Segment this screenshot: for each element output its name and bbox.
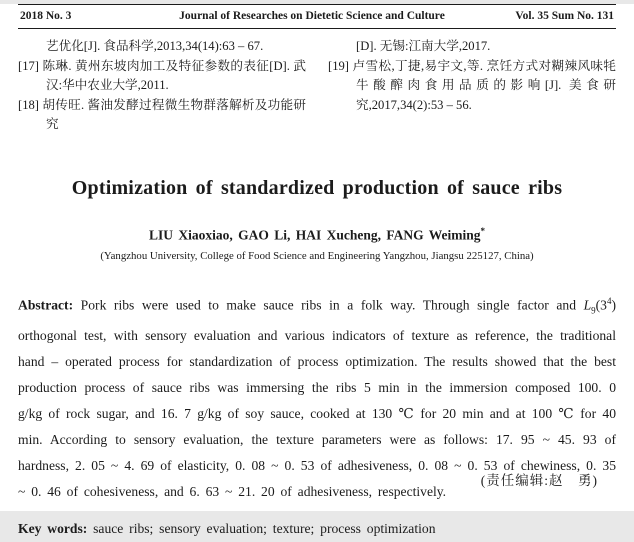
responsible-editor: (责任编辑:赵 勇): [480, 473, 598, 488]
orthogonal-array-base: (3: [595, 297, 607, 313]
reference-18: [18] 胡传旺. 酱油发酵过程微生物群落解析及功能研究: [18, 97, 306, 131]
corresponding-author-mark: *: [480, 225, 486, 236]
author-line: [18, 226, 616, 244]
orthogonal-array-subscript: 9: [591, 305, 596, 316]
issue-number: 2018 No. 3: [20, 10, 72, 22]
affiliation-line: (Yangzhou University, College of Food Science and Engineering Yangzhou, Jiangsu 225127, China): [100, 250, 534, 262]
keywords-text: sauce ribs; sensory evaluation; texture; process optimization: [87, 521, 436, 537]
author-names: LIU Xiaoxiao, GAO Li, HAI Xucheng, FANG Weiming: [148, 227, 481, 242]
references-left-column: [18, 37, 306, 135]
reference-17: [17] 陈琳. 黄州东坡肉加工及特征参数的表征[D]. 武汉:华中农业大学,2011.: [18, 58, 306, 92]
journal-title: Journal of Researches on Dietetic Science and Culture: [179, 10, 445, 22]
abstract-label: Abstract:: [18, 297, 74, 313]
orthogonal-array-superscript: 4: [606, 296, 612, 306]
keywords-label: Key words:: [18, 521, 88, 537]
running-head: [18, 4, 616, 29]
abstract-text-2: orthogonal test, with sensory evaluation and various indicators of texture as reference, the traditional hand – operated process for standardization of process optimization. The results showed that the best production process of sauce ribs was immersing the ribs 5 min in the immersion composed 100. 0 g/kg of rock sugar, and 16. 7 g/kg of soy sauce, cooked at 130 ℃ for 20 min and at 100 ℃ for 40 min. According to sensory evaluation, the texture parameters were as follows: 17. 95 ~ 45. 93 of hardness, 2. 05 ~ 4. 69 of elasticity, 0. 08 ~ 0. 53 of adhesiveness, 0. 08 ~ 0. 53 of chewiness, 0. 35 ~ 0. 46 of cohesiveness, and 6. 63 ~ 21. 20 of adhesiveness, respectively.: [18, 328, 616, 500]
reference-19: [19] 卢雪松,丁捷,易宇文,等. 烹饪方式对糊辣风味牦牛酸醡肉食用品质的影响[J]. 美食研究,2017,34(2):53 – 56.: [328, 58, 616, 112]
volume-number: Vol. 35 Sum No. 131: [515, 10, 614, 22]
abstract-text-1: Pork ribs were used to make sauce ribs in a folk way. Through single factor and: [73, 297, 584, 313]
orthogonal-array-close: ): [611, 297, 616, 313]
orthogonal-array-symbol: L: [583, 297, 592, 313]
keywords-line: [18, 516, 616, 542]
journal-page: [0, 4, 634, 537]
reference-continuation: 艺优化[J]. 食品科学,2013,34(14):63 – 67.: [46, 39, 264, 53]
article-title: Optimization of standardized production of sauce ribs: [71, 176, 563, 199]
references-section: [18, 37, 616, 135]
references-right-column: [328, 37, 616, 135]
reference-continuation: [D]. 无锡:江南大学,2017.: [356, 39, 491, 53]
